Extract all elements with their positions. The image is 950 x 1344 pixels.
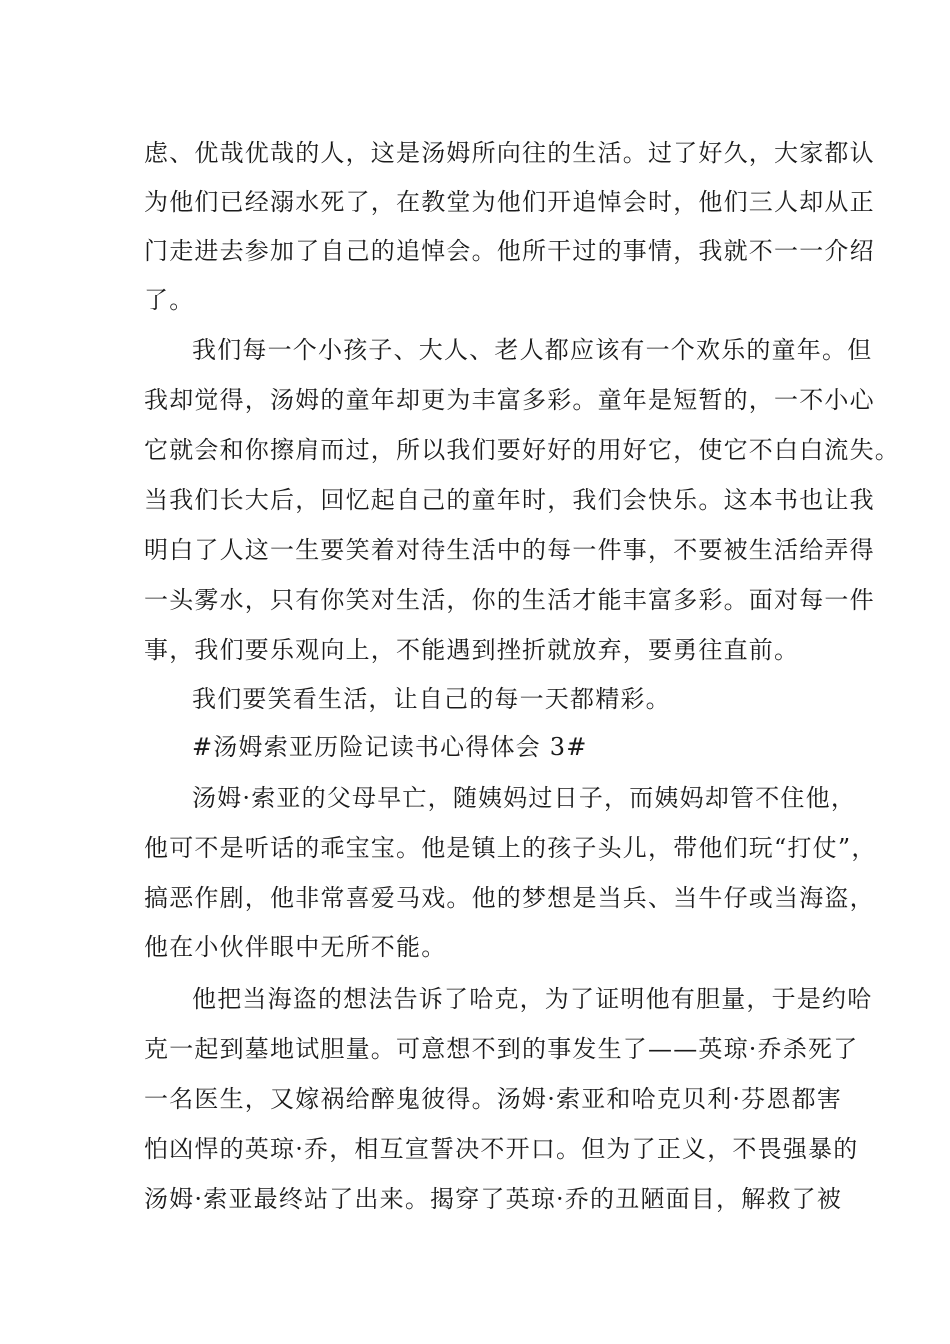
text-line: 一名医生，又嫁祸给醉鬼彼得。汤姆·索亚和哈克贝利·芬恩都害 <box>144 1085 843 1113</box>
text-line: 事，我们要乐观向上，不能遇到挫折就放弃，要勇往直前。 <box>144 636 800 664</box>
section-heading: #汤姆索亚历险记读书心得体会 3# <box>192 733 588 761</box>
text-line: 他把当海盗的想法告诉了哈克，为了证明他有胆量，于是约哈 <box>192 985 873 1013</box>
text-line: 虑、优哉优哉的人，这是汤姆所向往的生活。过了好久，大家都认 <box>144 139 875 167</box>
text-line: 为他们已经溺水死了，在教堂为他们开追悼会时，他们三人却从正 <box>144 188 875 216</box>
text-line: 它就会和你擦肩而过，所以我们要好好的用好它，使它不白白流失。 <box>144 436 900 464</box>
text-line: 克一起到墓地试胆量。可意想不到的事发生了——英琼·乔杀死了 <box>144 1035 859 1063</box>
text-line: 我们要笑看生活，让自己的每一天都精彩。 <box>192 685 671 713</box>
text-line: 怕凶悍的英琼·乔，相互宣誓决不开口。但为了正义，不畏强暴的 <box>144 1135 859 1163</box>
text-line: 当我们长大后，回忆起自己的童年时，我们会快乐。这本书也让我 <box>144 486 875 514</box>
text-line: 我们每一个小孩子、大人、老人都应该有一个欢乐的童年。但 <box>192 336 873 364</box>
text-line: 我却觉得，汤姆的童年却更为丰富多彩。童年是短暂的，一不小心 <box>144 386 875 414</box>
text-line: 汤姆·索亚的父母早亡，随姨妈过日子，而姨妈却管不住他， <box>192 784 857 812</box>
text-line: 一头雾水，只有你笑对生活，你的生活才能丰富多彩。面对每一件 <box>144 586 875 614</box>
text-line: 门走进去参加了自己的追悼会。他所干过的事情，我就不一一介绍 <box>144 237 875 265</box>
text-line: 明白了人这一生要笑着对待生活中的每一件事，不要被生活给弄得 <box>144 536 875 564</box>
text-line: 汤姆·索亚最终站了出来。揭穿了英琼·乔的丑陋面目，解救了被 <box>144 1185 843 1213</box>
text-line: 他在小伙伴眼中无所不能。 <box>144 933 447 961</box>
text-line: 了。 <box>144 286 195 314</box>
text-line: 他可不是听话的乖宝宝。他是镇上的孩子头儿，带他们玩“打仗”， <box>144 834 877 862</box>
text-line: 搞恶作剧，他非常喜爱马戏。他的梦想是当兵、当牛仔或当海盗， <box>144 884 875 912</box>
